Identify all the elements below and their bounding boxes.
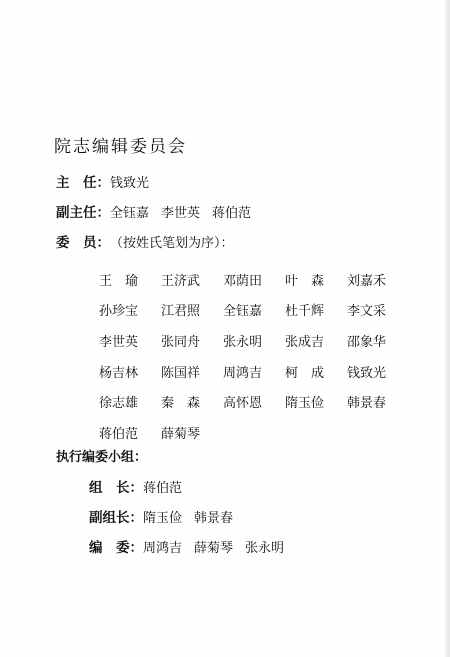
editor-name: 周鸿吉 (143, 541, 183, 556)
member-name: 王济武 (161, 273, 201, 289)
member-name: 韩景春 (347, 396, 387, 412)
members-grid-row (99, 325, 419, 356)
vice-leader-names (143, 511, 245, 526)
member-name: 张永明 (223, 334, 263, 350)
member-name: 柯 成 (285, 365, 325, 381)
chair-label: 主 任： (56, 175, 110, 191)
page-title: 院志编辑委员会 (54, 137, 187, 157)
exec-group-heading: 执行编委小组： (56, 450, 148, 465)
member-name: 江君照 (161, 304, 201, 320)
vice-leader-name: 韩景春 (194, 511, 234, 526)
member-name: 杜千辉 (285, 304, 325, 320)
member-name: 隋玉俭 (285, 396, 325, 412)
editors-label: 编 委： (89, 540, 143, 556)
leader-name: 蒋伯范 (143, 481, 183, 496)
member-name: 邵象华 (347, 334, 387, 350)
member-name: 王 瑜 (99, 273, 139, 289)
member-name: 李文采 (347, 304, 387, 320)
member-name: 邓荫田 (223, 273, 263, 289)
vice-leader-label: 副组长： (89, 510, 143, 526)
member-name: 刘嘉禾 (347, 273, 387, 289)
members-grid-row (99, 386, 419, 417)
chair-name: 钱致光 (110, 176, 150, 191)
member-name: 孙珍宝 (99, 304, 139, 320)
member-name: 张同舟 (161, 334, 201, 350)
chair-names (110, 176, 161, 191)
member-name: 全钰嘉 (223, 304, 263, 320)
leader-names (143, 481, 194, 496)
members-row (56, 234, 234, 253)
member-name: 陈国祥 (161, 365, 201, 381)
members-grid-row (99, 417, 419, 448)
member-name: 高怀恩 (223, 396, 263, 412)
editors-row (89, 539, 296, 558)
member-name: 叶 森 (285, 273, 325, 289)
editor-name: 张永明 (245, 541, 285, 556)
vice-leader-row (89, 509, 245, 528)
member-name: 周鸿吉 (223, 365, 263, 381)
chair-row (56, 174, 161, 193)
members-grid (99, 264, 419, 448)
members-grid-row (99, 295, 419, 326)
vice-chair-row (56, 204, 263, 223)
vice-chair-label: 副主任： (56, 205, 110, 221)
vice-chair-name: 全钰嘉 (110, 206, 150, 221)
member-name: 钱致光 (347, 365, 387, 381)
leader-label: 组 长： (89, 480, 143, 496)
editors-names (143, 541, 296, 556)
members-grid-row (99, 356, 419, 387)
vice-chair-name: 李世英 (161, 206, 201, 221)
member-name: 李世英 (99, 334, 139, 350)
leader-row (89, 479, 194, 498)
members-note: （按姓氏笔划为序）： (110, 236, 234, 251)
members-label: 委 员： (56, 235, 110, 251)
editor-name: 薛菊琴 (194, 541, 234, 556)
vice-leader-name: 隋玉俭 (143, 511, 183, 526)
member-name: 蒋伯范 (99, 426, 139, 442)
member-name: 徐志雄 (99, 396, 139, 412)
member-name: 杨吉林 (99, 365, 139, 381)
page-edge (445, 0, 450, 657)
vice-chair-name: 蒋伯范 (212, 206, 252, 221)
member-name: 张成吉 (285, 334, 325, 350)
members-grid-row (99, 264, 419, 295)
member-name: 薛菊琴 (161, 426, 201, 442)
vice-chair-names (110, 206, 263, 221)
member-name: 秦 森 (161, 396, 201, 412)
